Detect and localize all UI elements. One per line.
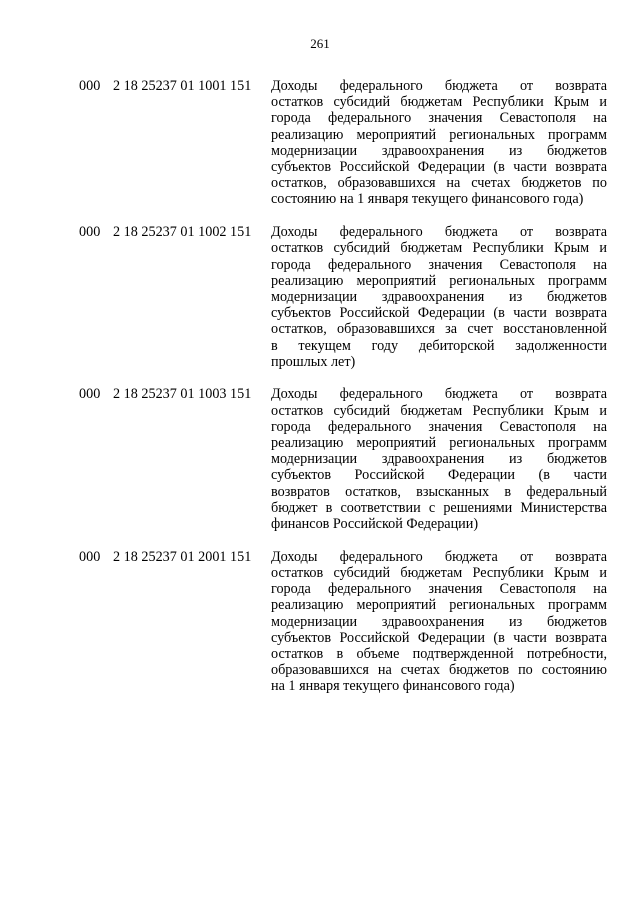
description-line: остатков субсидий бюджетам Республики Крым и [271,564,607,581]
description-line: остатков, образовавшихся за счет восстановленной [271,321,607,338]
description-line: реализацию мероприятий региональных программ [271,435,607,452]
table-row [79,224,609,370]
description-cell [271,78,607,208]
description-line: в текущем году дебиторской задолженности [271,337,607,354]
kbk-code-cell: 2 18 25237 01 1003 151 [113,386,252,403]
description-line: реализацию мероприятий региональных программ [271,597,607,614]
description-line: Доходы федерального бюджета от возврата [271,224,607,241]
description-line: остатков в объеме подтвержденной потребности, [271,646,607,662]
description-line: финансов Российской Федерации) [271,516,479,533]
description-line: модернизации здравоохранения из бюджетов [271,288,607,305]
description-line: модернизации здравоохранения из бюджетов [271,451,607,468]
admin-code-cell: 000 [79,548,101,565]
description-line: Доходы федерального бюджета от возврата [271,78,607,94]
description-line: модернизации здравоохранения из бюджетов [271,613,607,630]
description-line: остатков субсидий бюджетам Республики Крым и [271,240,607,257]
description-line: реализацию мероприятий региональных программ [271,126,607,143]
description-line: города федерального значения Севастополя на [271,256,607,273]
table-row [79,549,609,695]
page-number: 261 [310,36,330,51]
description-line: прошлых лет) [271,353,356,370]
description-line: города федерального значения Севастополя на [271,581,607,598]
budget-code-table [79,78,609,695]
description-line: бюджет в соответствии с решениями Министерства [271,499,607,516]
description-cell [271,224,607,370]
description-line: субъектов Российской Федерации (в части возврата [271,305,607,322]
description-line: модернизации здравоохранения из бюджетов [271,142,607,159]
kbk-code-cell: 2 18 25237 01 1001 151 [113,78,252,94]
table-row [79,386,609,532]
admin-code-cell: 000 [79,78,101,94]
admin-code-cell: 000 [79,386,101,403]
description-line: города федерального значения Севастополя на [271,110,607,127]
description-cell [271,549,607,695]
description-line: возвратов остатков, взысканных в федеральный [271,483,607,500]
table-row [79,78,609,208]
description-line: состоянию на 1 января текущего финансового года) [271,191,584,208]
description-line: остатков субсидий бюджетам Республики Крым и [271,94,607,111]
description-line: субъектов Российской Федерации (в части возврата [271,159,607,176]
kbk-code-cell: 2 18 25237 01 1002 151 [113,224,252,241]
description-line: реализацию мероприятий региональных программ [271,272,607,289]
description-line: Доходы федерального бюджета от возврата [271,386,607,403]
description-line: города федерального значения Севастополя на [271,418,607,435]
admin-code-cell: 000 [79,224,101,241]
description-line: остатков, образовавшихся на счетах бюджетов по [271,175,607,192]
description-line: образовавшихся на счетах бюджетов по состоянию [271,662,607,679]
description-cell [271,386,607,532]
description-line: остатков субсидий бюджетам Республики Крым и [271,402,607,419]
description-line: субъектов Российской Федерации (в части возврата [271,629,607,646]
description-line: на 1 января текущего финансового года) [271,678,515,695]
description-line: Доходы федерального бюджета от возврата [271,548,607,565]
kbk-code-cell: 2 18 25237 01 2001 151 [113,548,252,565]
description-line: субъектов Российской Федерации (в части [271,467,607,484]
